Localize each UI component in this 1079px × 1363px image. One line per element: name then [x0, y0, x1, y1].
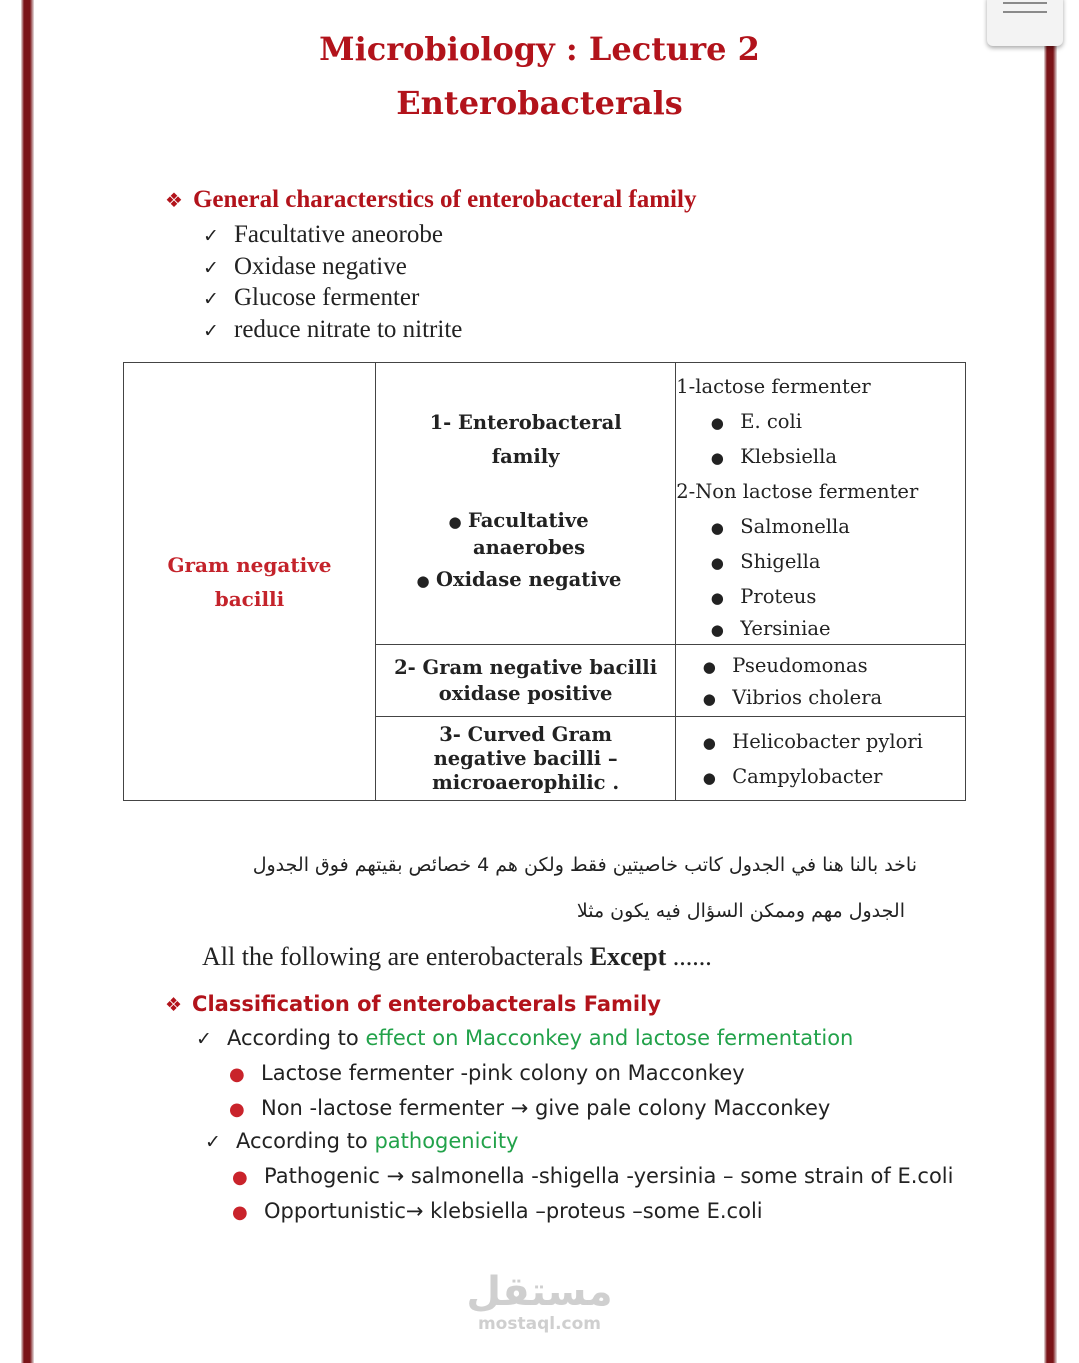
- list-item-text: Pathogenic → salmonella -shigella -yersinia – some strain of E.coli: [264, 1164, 954, 1188]
- oxidase-positive-cell: [375, 645, 675, 717]
- list-item: [232, 1164, 953, 1188]
- question-text: All the following are enterobacterals: [202, 942, 590, 971]
- example-question: [202, 942, 712, 972]
- cell-title-line: family: [491, 445, 560, 468]
- oxidase-positive-examples-cell: [676, 645, 966, 717]
- bullet-icon: ●: [702, 733, 716, 752]
- list-item-text: reduce nitrate to nitrite: [234, 315, 463, 343]
- bullet-icon: ●: [710, 519, 724, 537]
- list-item: [203, 219, 462, 251]
- classification-heading-text: Classification of enterobacterals Family: [192, 992, 661, 1016]
- list-item-text: Facultative: [467, 509, 589, 532]
- general-heading-text: General characterstics of enterobacteral family: [192, 186, 697, 213]
- checkmark-icon: ✓: [203, 256, 219, 279]
- list-item-text: Pseudomonas: [732, 654, 868, 677]
- bullet-icon: ●: [232, 1202, 248, 1223]
- list-item-text: Glucose fermenter: [234, 284, 420, 311]
- list-item-text: Lactose fermenter -pink colony on Macconkey: [261, 1061, 745, 1085]
- cell-title-line: microaerophilic .: [432, 770, 620, 794]
- cell-title-line: 2- Gram negative bacilli: [394, 655, 658, 679]
- hamburger-icon-bar: [1003, 11, 1047, 13]
- bullet-icon: ●: [702, 690, 716, 708]
- list-item-text: Proteus: [740, 585, 817, 608]
- diamond-bullet-icon: ❖: [165, 188, 183, 212]
- list-item: [203, 282, 462, 314]
- list-item: [232, 1199, 763, 1223]
- curved-gram-negative-examples-cell: [676, 717, 966, 801]
- criterion-prefix: According to: [236, 1129, 375, 1153]
- bullet-icon: ●: [710, 414, 724, 432]
- list-item-text: E. coli: [740, 410, 803, 433]
- checkmark-icon: ✓: [196, 1028, 212, 1050]
- classification-criterion-macconkey: [196, 1026, 853, 1050]
- list-item: [203, 314, 462, 346]
- list-item: [676, 724, 965, 759]
- enterobacteral-family-cell: [375, 363, 675, 645]
- cell-title-line: 3- Curved Gram: [439, 722, 612, 746]
- arabic-note-line-1: ناخد بالنا هنا في الجدول كاتب خاصيتين فقط ولكن هم 4 خصائص بقيتهم فوق الجدول: [252, 854, 917, 876]
- question-ellipsis: ......: [666, 942, 712, 971]
- page-border-right: [1044, 0, 1057, 1363]
- list-item-text: Klebsiella: [740, 445, 837, 468]
- bullet-icon: ●: [229, 1064, 245, 1085]
- list-item: [676, 544, 965, 579]
- general-characteristics-heading: [165, 186, 696, 214]
- bullet-icon: ●: [702, 768, 716, 787]
- list-item: [676, 759, 965, 794]
- general-characteristics-list: [203, 219, 462, 345]
- hamburger-icon: [1003, 2, 1047, 4]
- table-row: [124, 363, 966, 645]
- list-item: [676, 648, 965, 683]
- page-title: Microbiology : Lecture 2: [319, 30, 760, 68]
- page-border-left: [21, 0, 34, 1363]
- gram-negative-text: Gram negative: [167, 552, 332, 577]
- list-item-text: Oxidase negative: [234, 252, 407, 280]
- bullet-icon: ●: [710, 449, 724, 467]
- cell-title-line: negative bacilli –: [433, 746, 618, 770]
- watermark-latin-text: mostaql.com: [477, 1314, 602, 1334]
- checkmark-icon: ✓: [203, 319, 219, 342]
- bullet-icon: ●: [702, 658, 716, 676]
- page-subtitle: Enterobacterals: [396, 84, 683, 122]
- curved-gram-negative-cell: [375, 717, 675, 801]
- gram-negative-bacilli-cell: [124, 363, 376, 801]
- bullet-icon: ●: [416, 572, 430, 590]
- checkmark-icon: ✓: [203, 288, 219, 310]
- bullet-icon: ●: [448, 513, 462, 531]
- bullet-icon: ●: [710, 554, 724, 572]
- list-item: [676, 509, 965, 544]
- non-lactose-fermenter-heading: 2-Non lactose fermenter: [676, 480, 919, 503]
- list-item: [676, 439, 965, 474]
- list-item-text: Opportunistic→ klebsiella –proteus –some E.coli: [264, 1199, 763, 1223]
- lactose-fermenters-cell: [676, 363, 966, 645]
- list-item-text: Vibrios cholera: [732, 686, 883, 709]
- list-item-text: Oxidase negative: [435, 568, 622, 591]
- list-item: [376, 560, 675, 601]
- lactose-fermenter-heading: 1-lactose fermenter: [676, 375, 871, 398]
- question-bold-text: Except: [589, 942, 667, 971]
- criterion-prefix: According to: [227, 1026, 366, 1050]
- gram-negative-label: [124, 548, 375, 616]
- criterion-highlight: pathogenicity: [374, 1129, 519, 1153]
- classification-table: [123, 362, 966, 801]
- watermark-arabic-text: مستقل: [466, 1269, 613, 1315]
- bullet-icon: ●: [229, 1099, 245, 1120]
- diamond-bullet-icon: ❖: [165, 994, 183, 1016]
- arabic-note-line-2: الجدول مهم وممكن السؤال فيه يكون مثلا: [576, 900, 905, 922]
- bullet-icon: ●: [232, 1167, 248, 1188]
- bullet-icon: ●: [710, 621, 724, 639]
- list-item: [676, 614, 965, 644]
- list-item-text: anaerobes: [472, 536, 586, 559]
- list-item-text: Shigella: [740, 550, 821, 573]
- bacilli-text: bacilli: [214, 586, 285, 611]
- list-item-text: Facultative aneorobe: [234, 221, 443, 248]
- cell-title-line: oxidase positive: [438, 681, 613, 705]
- list-item: [203, 251, 462, 283]
- mostaql-watermark: [0, 1270, 1079, 1334]
- list-item: [676, 683, 965, 713]
- criterion-highlight: effect on Macconkey and lactose fermentation: [365, 1026, 854, 1050]
- list-item: [376, 508, 675, 560]
- list-item-text: Non -lactose fermenter → give pale colony Macconkey: [261, 1096, 831, 1120]
- classification-criterion-pathogenicity: [205, 1129, 518, 1153]
- list-item: [676, 579, 965, 614]
- list-item: [229, 1096, 830, 1120]
- bullet-icon: ●: [710, 589, 724, 607]
- list-item-text: Campylobacter: [732, 764, 883, 788]
- list-item-text: Yersiniae: [740, 617, 831, 640]
- list-item-text: Salmonella: [740, 515, 850, 538]
- checkmark-icon: ✓: [205, 1131, 221, 1153]
- classification-heading: [165, 992, 661, 1016]
- list-item-text: Helicobacter pylori: [732, 729, 923, 753]
- cell-title-line: 1- Enterobacteral: [429, 411, 622, 434]
- checkmark-icon: ✓: [203, 225, 219, 247]
- enterobacteral-family-title: [376, 406, 675, 474]
- list-item: [676, 404, 965, 439]
- list-item: [229, 1061, 745, 1085]
